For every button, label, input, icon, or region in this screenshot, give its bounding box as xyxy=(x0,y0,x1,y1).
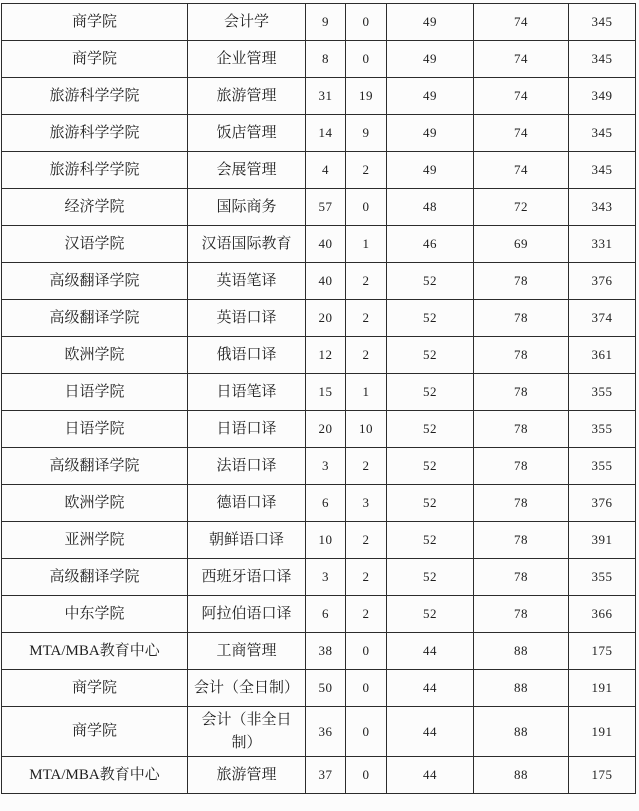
number-cell: 50 xyxy=(306,670,346,707)
number-cell: 2 xyxy=(346,596,387,633)
number-cell: 52 xyxy=(387,374,474,411)
number-cell: 376 xyxy=(569,263,636,300)
table-row xyxy=(2,522,636,559)
number-cell: 0 xyxy=(346,633,387,670)
number-cell: 78 xyxy=(474,448,569,485)
college-cell: 中东学院 xyxy=(2,596,188,633)
college-cell: 经济学院 xyxy=(2,189,188,226)
table-body xyxy=(2,4,636,794)
number-cell: 355 xyxy=(569,411,636,448)
number-cell: 44 xyxy=(387,707,474,757)
major-cell: 旅游管理 xyxy=(188,757,306,794)
table-row xyxy=(2,596,636,633)
number-cell: 14 xyxy=(306,115,346,152)
number-cell: 19 xyxy=(346,78,387,115)
major-cell: 阿拉伯语口译 xyxy=(188,596,306,633)
number-cell: 52 xyxy=(387,522,474,559)
number-cell: 0 xyxy=(346,757,387,794)
number-cell: 40 xyxy=(306,226,346,263)
table-row xyxy=(2,78,636,115)
table-row xyxy=(2,411,636,448)
table-row xyxy=(2,633,636,670)
number-cell: 4 xyxy=(306,152,346,189)
college-cell: 高级翻译学院 xyxy=(2,263,188,300)
table-row xyxy=(2,152,636,189)
major-cell: 英语口译 xyxy=(188,300,306,337)
number-cell: 0 xyxy=(346,41,387,78)
number-cell: 49 xyxy=(387,115,474,152)
number-cell: 12 xyxy=(306,337,346,374)
number-cell: 10 xyxy=(306,522,346,559)
number-cell: 36 xyxy=(306,707,346,757)
number-cell: 8 xyxy=(306,41,346,78)
number-cell: 191 xyxy=(569,670,636,707)
college-cell: 旅游科学学院 xyxy=(2,152,188,189)
major-cell: 西班牙语口译 xyxy=(188,559,306,596)
number-cell: 0 xyxy=(346,189,387,226)
number-cell: 52 xyxy=(387,411,474,448)
number-cell: 31 xyxy=(306,78,346,115)
number-cell: 88 xyxy=(474,707,569,757)
major-cell: 朝鲜语口译 xyxy=(188,522,306,559)
number-cell: 74 xyxy=(474,115,569,152)
number-cell: 57 xyxy=(306,189,346,226)
number-cell: 78 xyxy=(474,596,569,633)
college-cell: 旅游科学学院 xyxy=(2,115,188,152)
number-cell: 3 xyxy=(306,448,346,485)
number-cell: 331 xyxy=(569,226,636,263)
number-cell: 9 xyxy=(346,115,387,152)
number-cell: 0 xyxy=(346,707,387,757)
number-cell: 74 xyxy=(474,41,569,78)
number-cell: 88 xyxy=(474,670,569,707)
number-cell: 0 xyxy=(346,4,387,41)
number-cell: 2 xyxy=(346,152,387,189)
number-cell: 74 xyxy=(474,78,569,115)
number-cell: 49 xyxy=(387,4,474,41)
number-cell: 49 xyxy=(387,41,474,78)
number-cell: 52 xyxy=(387,596,474,633)
number-cell: 78 xyxy=(474,522,569,559)
number-cell: 49 xyxy=(387,78,474,115)
number-cell: 78 xyxy=(474,559,569,596)
table-row xyxy=(2,263,636,300)
number-cell: 345 xyxy=(569,152,636,189)
major-cell: 会计学 xyxy=(188,4,306,41)
number-cell: 355 xyxy=(569,559,636,596)
number-cell: 15 xyxy=(306,374,346,411)
number-cell: 6 xyxy=(306,485,346,522)
table-row xyxy=(2,189,636,226)
table-row xyxy=(2,337,636,374)
table-row xyxy=(2,559,636,596)
table-row xyxy=(2,300,636,337)
number-cell: 44 xyxy=(387,633,474,670)
number-cell: 74 xyxy=(474,152,569,189)
college-cell: 日语学院 xyxy=(2,411,188,448)
number-cell: 391 xyxy=(569,522,636,559)
number-cell: 52 xyxy=(387,485,474,522)
number-cell: 2 xyxy=(346,300,387,337)
number-cell: 175 xyxy=(569,633,636,670)
number-cell: 44 xyxy=(387,757,474,794)
major-cell: 法语口译 xyxy=(188,448,306,485)
college-cell: 商学院 xyxy=(2,4,188,41)
number-cell: 46 xyxy=(387,226,474,263)
major-cell: 旅游管理 xyxy=(188,78,306,115)
number-cell: 3 xyxy=(306,559,346,596)
number-cell: 78 xyxy=(474,300,569,337)
number-cell: 37 xyxy=(306,757,346,794)
number-cell: 88 xyxy=(474,757,569,794)
number-cell: 52 xyxy=(387,300,474,337)
number-cell: 2 xyxy=(346,337,387,374)
major-cell: 英语笔译 xyxy=(188,263,306,300)
number-cell: 175 xyxy=(569,757,636,794)
college-cell: 高级翻译学院 xyxy=(2,300,188,337)
major-cell: 工商管理 xyxy=(188,633,306,670)
number-cell: 38 xyxy=(306,633,346,670)
number-cell: 40 xyxy=(306,263,346,300)
table-row xyxy=(2,670,636,707)
number-cell: 1 xyxy=(346,226,387,263)
number-cell: 2 xyxy=(346,263,387,300)
admission-score-table xyxy=(1,3,636,794)
college-cell: 商学院 xyxy=(2,41,188,78)
number-cell: 74 xyxy=(474,4,569,41)
college-cell: 欧洲学院 xyxy=(2,337,188,374)
major-cell: 俄语口译 xyxy=(188,337,306,374)
number-cell: 20 xyxy=(306,300,346,337)
number-cell: 2 xyxy=(346,448,387,485)
college-cell: 高级翻译学院 xyxy=(2,448,188,485)
number-cell: 78 xyxy=(474,337,569,374)
number-cell: 78 xyxy=(474,374,569,411)
college-cell: 日语学院 xyxy=(2,374,188,411)
major-cell: 国际商务 xyxy=(188,189,306,226)
college-cell: 亚洲学院 xyxy=(2,522,188,559)
college-cell: 商学院 xyxy=(2,707,188,757)
number-cell: 78 xyxy=(474,263,569,300)
number-cell: 69 xyxy=(474,226,569,263)
number-cell: 78 xyxy=(474,411,569,448)
number-cell: 10 xyxy=(346,411,387,448)
number-cell: 2 xyxy=(346,559,387,596)
number-cell: 52 xyxy=(387,263,474,300)
number-cell: 0 xyxy=(346,670,387,707)
major-cell: 会计（非全日制） xyxy=(188,707,306,757)
number-cell: 52 xyxy=(387,448,474,485)
number-cell: 72 xyxy=(474,189,569,226)
number-cell: 6 xyxy=(306,596,346,633)
number-cell: 361 xyxy=(569,337,636,374)
number-cell: 355 xyxy=(569,448,636,485)
number-cell: 52 xyxy=(387,559,474,596)
table-row xyxy=(2,115,636,152)
number-cell: 44 xyxy=(387,670,474,707)
number-cell: 345 xyxy=(569,115,636,152)
table-row xyxy=(2,226,636,263)
number-cell: 191 xyxy=(569,707,636,757)
number-cell: 20 xyxy=(306,411,346,448)
college-cell: 高级翻译学院 xyxy=(2,559,188,596)
major-cell: 企业管理 xyxy=(188,41,306,78)
table-row xyxy=(2,374,636,411)
number-cell: 88 xyxy=(474,633,569,670)
table-row xyxy=(2,4,636,41)
number-cell: 3 xyxy=(346,485,387,522)
table-row xyxy=(2,707,636,757)
major-cell: 会计（全日制） xyxy=(188,670,306,707)
number-cell: 366 xyxy=(569,596,636,633)
number-cell: 9 xyxy=(306,4,346,41)
number-cell: 1 xyxy=(346,374,387,411)
number-cell: 52 xyxy=(387,337,474,374)
table-row xyxy=(2,485,636,522)
major-cell: 日语笔译 xyxy=(188,374,306,411)
college-cell: MTA/MBA教育中心 xyxy=(2,757,188,794)
number-cell: 48 xyxy=(387,189,474,226)
table-row xyxy=(2,41,636,78)
major-cell: 日语口译 xyxy=(188,411,306,448)
table-row xyxy=(2,448,636,485)
number-cell: 345 xyxy=(569,4,636,41)
number-cell: 355 xyxy=(569,374,636,411)
college-cell: 欧洲学院 xyxy=(2,485,188,522)
college-cell: MTA/MBA教育中心 xyxy=(2,633,188,670)
major-cell: 会展管理 xyxy=(188,152,306,189)
table-row xyxy=(2,757,636,794)
college-cell: 汉语学院 xyxy=(2,226,188,263)
number-cell: 349 xyxy=(569,78,636,115)
college-cell: 旅游科学学院 xyxy=(2,78,188,115)
major-cell: 汉语国际教育 xyxy=(188,226,306,263)
number-cell: 78 xyxy=(474,485,569,522)
number-cell: 343 xyxy=(569,189,636,226)
number-cell: 2 xyxy=(346,522,387,559)
number-cell: 374 xyxy=(569,300,636,337)
number-cell: 49 xyxy=(387,152,474,189)
number-cell: 345 xyxy=(569,41,636,78)
major-cell: 德语口译 xyxy=(188,485,306,522)
major-cell: 饭店管理 xyxy=(188,115,306,152)
college-cell: 商学院 xyxy=(2,670,188,707)
number-cell: 376 xyxy=(569,485,636,522)
